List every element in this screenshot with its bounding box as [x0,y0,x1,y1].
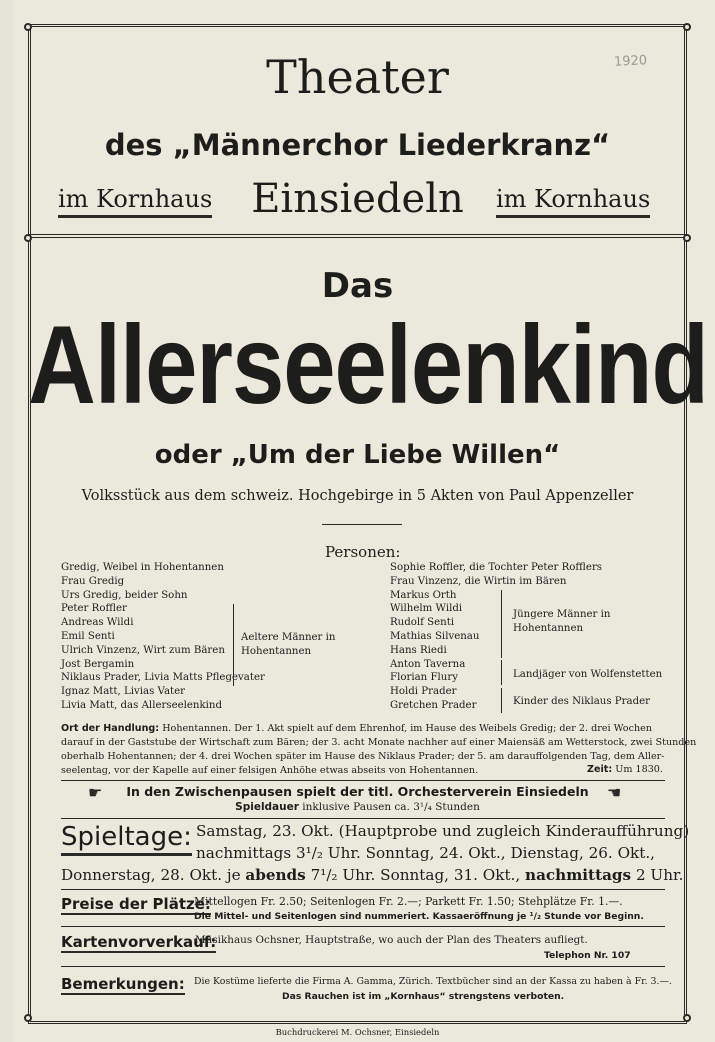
organizer-line: des „Männerchor Liederkranz“ [104,128,611,162]
cast-member: Markus Orth [390,589,457,601]
time-value: Um 1830. [615,764,663,775]
dates-text: 7¹/₂ Uhr. Sonntag, 31. Okt., [310,866,521,884]
right-group-3-label: Kinder des Niklaus Prader [513,696,651,707]
intermission-text: In den Zwischenpausen spielt der titl. Orchesterverein Einsiedeln [126,784,589,799]
cast-member: Anton Taverna [390,658,466,670]
presale-rule [61,966,665,967]
remarks-label: Bemerkungen: [61,975,185,993]
prices-line-2: Die Mittel- und Seitenlogen sind nummeriert. Kassaeröffnung je ¹/₂ Stunde vor Beginn. [194,911,644,922]
cast-member: Andreas Wildi [61,617,134,629]
setting-line: oberhalb Hohentannen; der 4. drei Wochen später im Hause des Niklaus Prader; der 5. am darauffolgenden Tag, dem Aller- [61,751,665,762]
theater-heading: Theater [266,50,449,104]
dates-rule [61,889,665,890]
presale-line-2: Telephon Nr. 107 [544,950,631,961]
remarks-line-1: Die Kostüme lieferte die Firma A. Gamma, Zürich. Textbücher sind an der Kassa zu haben à Fr. 3.—. [194,976,672,987]
cast-member: Mathias Silvenau [390,630,480,642]
cast-member: Emil Senti [61,630,115,642]
cast-member: Ignaz Matt, Livias Vater [61,686,186,698]
cast-left-list [61,561,265,713]
pointing-hand-right-icon: ☛ [88,783,103,802]
corner-ornament [24,234,32,242]
play-subtitle [28,440,687,470]
description-rule [322,524,402,525]
corner-ornament [683,234,691,242]
prices-line-1: Mittellogen Fr. 2.50; Seitenlogen Fr. 2.—; Parkett Fr. 1.50; Stehplätze Fr. 1.—. [194,895,623,908]
right-group-1-label: Jüngere Männer in Hohentannen [513,609,611,634]
cast-heading: Personen: [325,543,401,561]
duration-label: Spieldauer [235,801,299,813]
prices-label: Preise der Plätze: [61,895,211,913]
cast-member: Peter Roffler [61,603,127,615]
venue-left: im Kornhaus [58,185,212,218]
cast-member: Livia Matt, das Allerseelenkind [61,699,223,711]
right-group-2-label: Landjäger von Wolfenstetten [513,669,663,680]
setting-line: seelentag, vor der Kapelle auf einer felsigen Anhöhe etwas abseits von Hohentannen. [61,765,479,776]
title-article: Das [321,266,394,306]
dates-emphasis: nachmittags [525,866,632,884]
presale-line-1: Musikhaus Ochsner, Hauptstraße, wo auch der Plan des Theaters aufliegt. [195,934,588,946]
subtitle-text: oder „Um der Liebe Willen“ [154,440,561,470]
corner-ornament [683,1014,691,1022]
dates-line-2: nachmittags 3¹/₂ Uhr. Sonntag, 24. Okt., Dienstag, 26. Okt., [196,844,655,862]
setting-line: Hohentannen. Der 1. Akt spielt auf dem Ehrenhof, im Hause des Weibels Gredig; der 2. drei Wochen [162,723,652,734]
dates-emphasis: abends [245,866,306,884]
left-group-brace [233,604,234,686]
town-name: Einsiedeln [251,176,464,222]
cast-right-list [390,561,602,713]
cast-member: Niklaus Prader, Livia Matts Pflegevater [61,672,265,684]
dates-line-3 [61,866,683,884]
venue-right: im Kornhaus [496,185,650,218]
cast-member: Ulrich Vinzenz, Wirt zum Bären [61,644,225,656]
prices-rule [61,926,665,927]
cast-member: Hans Riedi [390,644,447,656]
right-group-brace [501,688,502,713]
pencil-year-annotation: 1920 [613,53,648,70]
cast-member: Wilhelm Wildi [390,603,463,615]
right-group-brace [501,590,502,658]
corner-ornament [24,1014,32,1022]
left-group-label: Aeltere Männer in Hohentannen [241,632,336,657]
corner-ornament [24,23,32,31]
corner-ornament [683,23,691,31]
cast-member: Rudolf Senti [390,617,455,629]
setting-label: Ort der Handlung: [61,723,160,734]
right-group-brace [501,660,502,685]
cast-member: Holdi Prader [390,686,457,698]
presale-label: Kartenvorverkauf: [61,933,217,951]
dates-text: 2 Uhr. [635,866,684,884]
cast-member: Jost Bergamin [61,658,135,670]
cast-member: Frau Gredig [61,575,125,587]
cast-member: Gretchen Prader [390,699,477,711]
cast-member: Sophie Roffler, die Tochter Peter Rofflers [390,562,603,573]
time-block [587,764,663,775]
play-description: Volksstück aus dem schweiz. Hochgebirge in 5 Akten von Paul Appenzeller [81,488,634,504]
remarks-line-2: Das Rauchen ist im „Kornhaus“ strengstens verboten. [282,991,565,1002]
printer-imprint: Buchdruckerei M. Ochsner, Einsiedeln [275,1027,440,1037]
setting-rule [61,780,665,781]
header-divider [28,234,687,238]
time-label: Zeit: [587,764,613,775]
cast-member: Urs Gredig, beider Sohn [61,589,188,601]
duration-line [28,801,687,813]
cast-member: Florian Flury [390,672,458,684]
intermission-rule [61,818,665,819]
dates-text: Donnerstag, 28. Okt. je [61,866,241,884]
setting-line: darauf in der Gaststube der Wirtschaft zum Bären; der 3. acht Monate nachher auf einer Maiensäß am Wetterstock, zwei Stunden [61,737,697,748]
play-title: Allerseelenkind [28,302,708,427]
duration-value: inklusive Pausen ca. 3¹/₄ Stunden [302,801,480,813]
cast-member: Gredig, Weibel in Hohentannen [61,562,224,573]
dates-line-1: Samstag, 23. Okt. (Hauptprobe und zugleich Kinderaufführung) [196,822,690,840]
pointing-hand-left-icon: ☚ [607,783,622,802]
dates-label: Spieltage: [61,822,192,856]
cast-member: Frau Vinzenz, die Wirtin im Bären [390,575,567,587]
